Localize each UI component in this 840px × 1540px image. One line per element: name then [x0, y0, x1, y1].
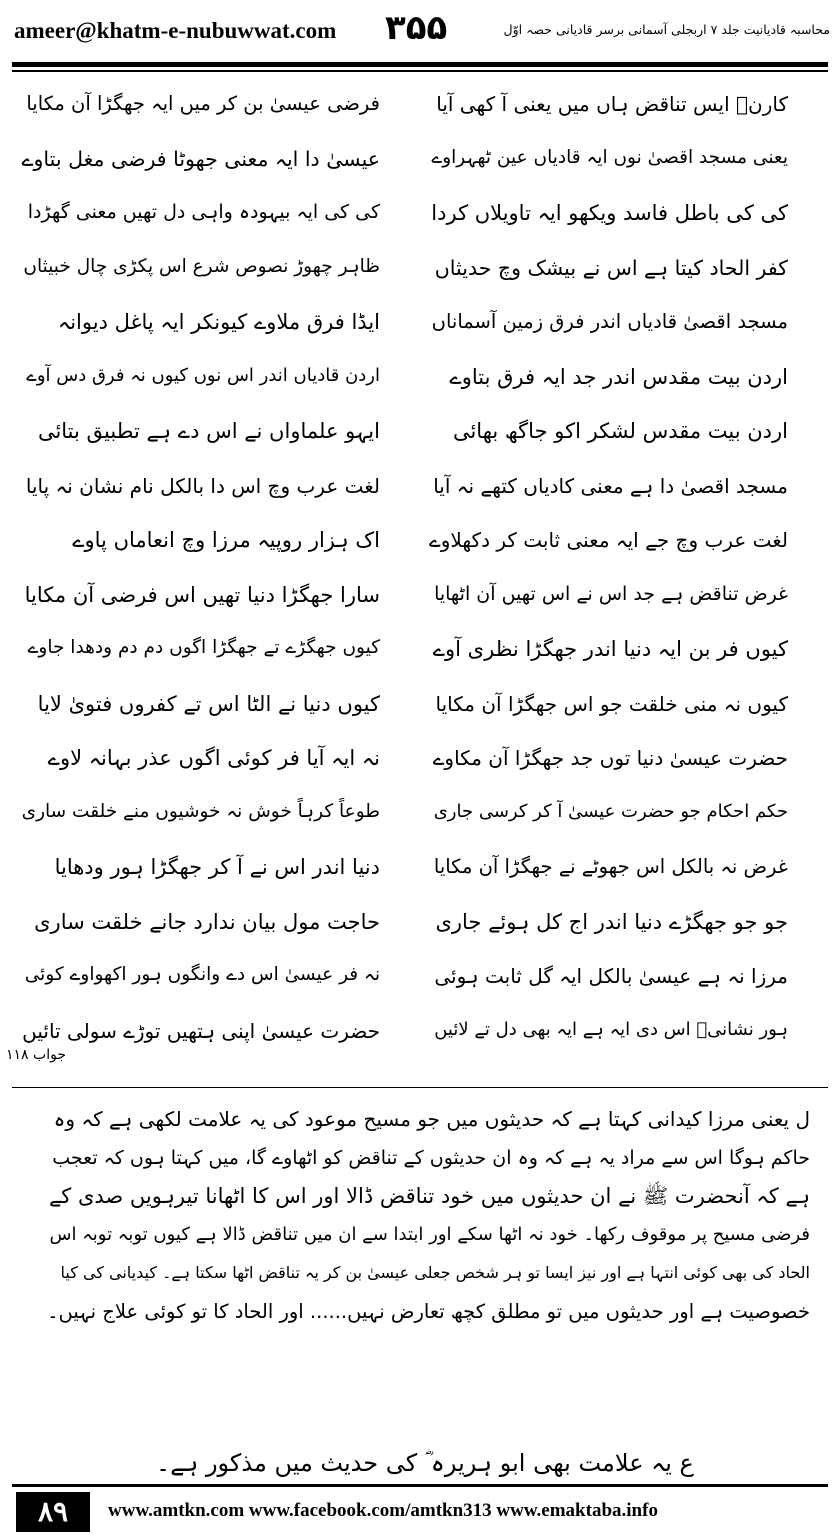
verse-right-half: اردن بیت مقدس اندر جد ایہ فرق بتاوے [449, 364, 788, 389]
verse-right-half: جو جو جھگڑے دنیا اندر اج کل ہوئے جاری [435, 909, 788, 934]
verse-right-half: اردن بیت مقدس لشکر اکو جاگھ بھائی [452, 419, 788, 443]
footer-page-number: ۸۹ [16, 1492, 90, 1532]
verse-left-half: اک ہزار روپیہ مرزا وچ انعاماں پاوے [72, 528, 380, 552]
footer-rule [12, 1484, 828, 1487]
verse-right-half: یعنی مسجد اقصیٰ نوں ایہ قادیاں عین ٹھہراوے [431, 146, 788, 168]
verse-left-half: ظاہر چھوڑ نصوص شرع اس پکڑی چال خبیثاں [23, 255, 380, 277]
footer-links: www.amtkn.com www.facebook.com/amtkn313 www.emaktaba.info [108, 1500, 658, 1521]
verse-left-half: ایڈا فرق ملاوے کیونکر ایہ پاغل دیوانہ [57, 310, 380, 334]
footnote-2: ع یہ علامت بھی ابو ہریرہ ؓ کی حدیث میں مذکور ہے۔ [156, 1449, 694, 1477]
verse-right-half: حضرت عیسیٰ دنیا توں جد جھگڑا آن مکاوے [432, 746, 788, 770]
verse-right-half: کارنؔ ایس تناقض ہاں میں یعنی آ کھی آیا [436, 92, 788, 116]
verse-right-half: مسجد اقصیٰ دا ہے معنی کادیاں کتھے نہ آیا [433, 473, 788, 498]
verse-left-half: نہ فر عیسیٰ اس دے وانگوں ہور اکھواوے کوئی [24, 964, 380, 985]
verse-right-half: مسجد اقصیٰ قادیاں اندر فرق زمین آسماناں [431, 310, 788, 333]
header-email: ameer@khatm-e-nubuwwat.com [14, 18, 337, 43]
poem-verses [0, 82, 840, 1082]
verse-left-half: کیوں جھگڑے تے جھگڑا اگوں دم دم ودھدا جاوے [27, 637, 380, 658]
verse-right-half: حکم احکام جو حضرت عیسیٰ آ کر کرسی جاری [433, 800, 788, 822]
header-page-number: ۳۵۵ [385, 8, 448, 48]
verse-left-half: لغت عرب وچ اس دا بالکل نام نشان نہ پایا [25, 473, 380, 498]
footnote-line: ل یعنی مرزا کیدانی کہتا ہے کہ حدیثوں میں جو مسیح موعود کی یہ علامت لکھی ہے کہ وہ [53, 1107, 810, 1131]
verse-right-half: غرض نہ بالکل اس جھوٹے نے جھگڑا آن مکایا [433, 855, 788, 878]
verse-right-half: کفر الحاد کیتا ہے اس نے بیشک وچ حدیثاں [434, 255, 788, 280]
header-rule-thick [12, 62, 828, 67]
footnote-line: فرضی مسیح پر موقوف رکھا۔ خود نہ اٹھا سکے اور ابتدا سے ان میں تناقض ڈالا ہے کیوں توبہ توبہ اس [49, 1223, 810, 1245]
verse-left-half: دنیا اندر اس نے آ کر جھگڑا ہور ودھایا [54, 855, 380, 879]
verse-left-half: نہ ایہ آیا فر کوئی اگوں عذر بہانہ لاوے [47, 746, 380, 770]
verse-right-half: لغت عرب وچ جے ایہ معنی ثابت کر دکھلاوے [429, 528, 788, 552]
header-book-title: محاسبہ قادیانیت جلد ۷ اربجلی آسمانی برسر قادیانی حصہ اوّل [503, 22, 830, 37]
footnote-1 [40, 1100, 810, 1332]
verse-left-half: حاجت مول بیان ندارد جانے خلقت ساری [34, 909, 380, 934]
page-footer [0, 1488, 840, 1540]
footnote-line: الحاد کی بھی کوئی انتہا ہے اور نیز ایسا تو ہر شخص جعلی عیسیٰ بن کر یہ تناقض اٹھا سکتا ہے۔ کیدیانی کی کیا [60, 1263, 810, 1283]
header-rule-thin [12, 70, 828, 72]
verse-left-half: طوعاً کرہاً خوش نہ خوشیوں منے خلقت ساری [21, 800, 380, 822]
notes-separator [12, 1087, 828, 1088]
verse-left-half: کی کی ایہ بیہودہ واہی دل تھیں معنی گھڑدا [27, 201, 380, 223]
jawab-marker: جواب ۱۱۸ [6, 1047, 66, 1063]
verse-right-half: کیوں نہ منی خلقت جو اس جھگڑا آن مکایا [435, 691, 788, 716]
verse-right-half: غرض تناقض ہے جد اس نے اس تھیں آن اٹھایا [434, 582, 788, 605]
page-header [0, 0, 840, 70]
verse-right-half: مرزا نہ ہے عیسیٰ بالکل ایہ گل ثابت ہوئی [434, 964, 788, 988]
verse-right-half: کیوں فر بن ایہ دنیا اندر جھگڑا نظری آوے [432, 637, 788, 661]
verse-left-half: اردن قادیاں اندر اس نوں کیوں نہ فرق دس آوے [26, 364, 380, 386]
verse-left-half: کیوں دنیا نے الٹا اس تے کفروں فتویٰ لایا [37, 691, 380, 716]
footnote-line: حاکم ہوگا اس سے مراد یہ ہے کہ وہ ان حدیثوں کے تناقض کو اٹھاوے گا، میں کہتا ہوں کہ تعجب [52, 1146, 810, 1169]
verse-left-half: حضرت عیسیٰ اپنی ہتھیں توڑے سولی تائیں [22, 1018, 380, 1043]
verse-left-half: ایہو علماواں نے اس دے ہے تطبیق بتائی [37, 419, 380, 443]
verse-left-half: فرضی عیسیٰ بن کر میں ایہ جھگڑا آن مکایا [26, 92, 380, 115]
verse-left-half: سارا جھگڑا دنیا تھیں اس فرضی آن مکایا [24, 582, 380, 607]
footnote-line: خصوصیت ہے اور حدیثوں میں تو مطلق کچھ تعارض نہیں...... اور الحاد کا تو کوئی علاج نہیں۔ [47, 1299, 810, 1323]
verse-right-half: کی کی باطل فاسد ویکھو ایہ تاویلاں کردا [431, 201, 788, 225]
verse-left-half: عیسیٰ دا ایہ معنی جھوٹا فرضی مغل بتاوے [21, 146, 380, 171]
verse-right-half: ہور نشانیؔ اس دی ایہ ہے ایہ بھی دل تے لائیں [434, 1018, 788, 1040]
footnote-line: ہے کہ آنحضرت ﷺ نے ان حدیثوں میں خود تناقض ڈالا اور اس کا اٹھانا تیرہویں صدی کے [48, 1184, 810, 1209]
